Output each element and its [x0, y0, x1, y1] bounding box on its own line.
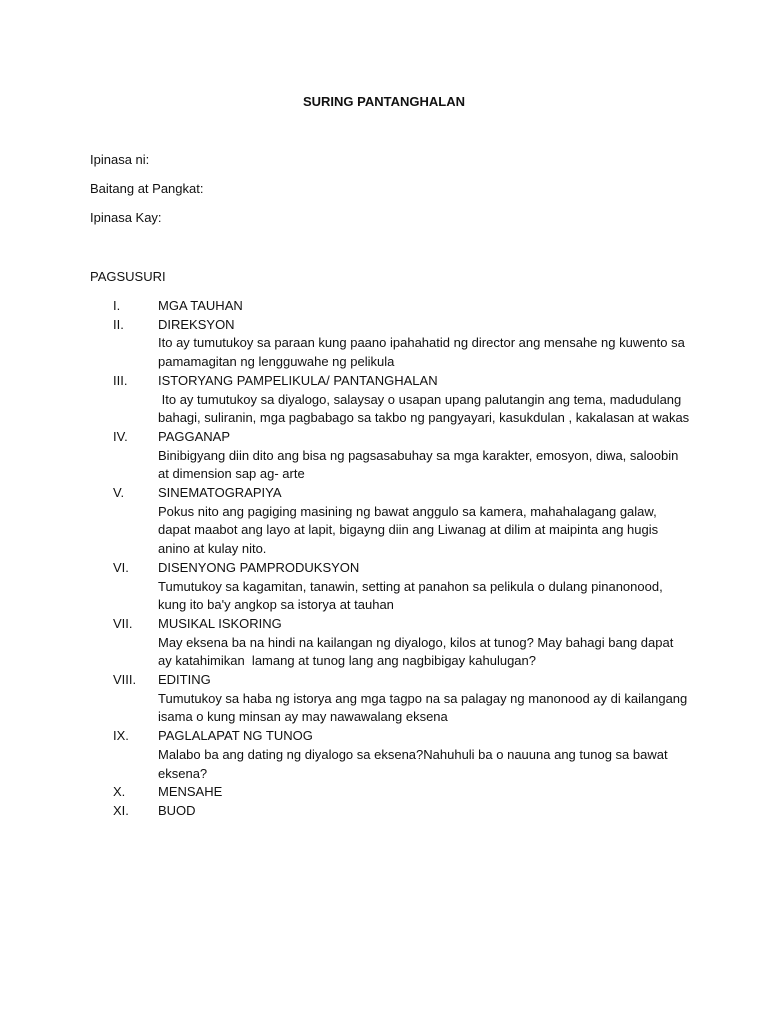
item-number: I. — [113, 298, 121, 313]
item-title: BUOD — [158, 802, 196, 818]
list-item — [90, 671, 690, 727]
document-title: SURING PANTANGHALAN — [302, 94, 465, 109]
item-number: III. — [113, 372, 128, 388]
item-number: VII. — [113, 615, 133, 631]
section-heading: PAGSUSURI — [90, 269, 166, 284]
item-title: MENSAHE — [158, 784, 223, 800]
field-ipinasa-kay: Ipinasa Kay: — [90, 210, 162, 225]
list-item — [90, 316, 690, 372]
item-number: IV. — [113, 428, 128, 444]
item-description: Ito ay tumutukoy sa paraan kung paano ipahahatid ng director ang mensahe ng kuwento sa pamamagitan ng lengguwahe ng pelikula — [158, 335, 689, 370]
item-description: Tumutukoy sa haba ng istorya ang mga tagpo na sa palagay ng manonood ay di kailangang isama o kung minsan ay may nawawalang eksena — [158, 690, 691, 725]
analysis-list — [90, 297, 690, 821]
list-item — [90, 297, 690, 316]
item-description: Binibigyang diin dito ang bisa ng pagsasabuhay sa mga karakter, emosyon, diwa, saloobin at dimension sap ag- arte — [158, 447, 682, 482]
item-number: VIII. — [113, 672, 137, 688]
item-description: Tumutukoy sa kagamitan, tanawin, setting at panahon sa pelikula o dulang pinanonood, kung ito ba'y angkop sa istorya at tauhan — [158, 578, 667, 613]
item-description: Pokus nito ang pagiging masining ng bawat anggulo sa kamera, mahahalagang galaw, dapat maabot ang layo at lapit, bigayng diin ang Liwanag at dilim at maipinta ang hugis anino at kulay nito. — [158, 503, 662, 557]
item-number: X. — [113, 784, 126, 800]
list-item — [90, 484, 690, 559]
item-title: DISENYONG PAMPRODUKSYON — [158, 559, 360, 575]
item-number: II. — [113, 316, 124, 332]
item-title: MGA TAUHAN — [158, 298, 243, 313]
item-number: IX. — [113, 728, 129, 744]
list-item — [90, 802, 690, 821]
item-description: May eksena ba na hindi na kailangan ng diyalogo, kilos at tunog? May bahagi bang dapat ay katahimikan lamang at tunog lang ang nagbibigay kahulugan? — [158, 634, 677, 669]
field-ipinasa-ni: Ipinasa ni: — [90, 152, 150, 167]
item-title: PAGGANAP — [158, 428, 231, 444]
field-baitang-at-pangkat: Baitang at Pangkat: — [90, 181, 204, 196]
list-item — [90, 372, 690, 428]
item-title: MUSIKAL ISKORING — [158, 615, 282, 631]
item-description: Malabo ba ang dating ng diyalogo sa eksena?Nahuhuli ba o nauuna ang tunog sa bawat eksena? — [158, 746, 672, 781]
item-number: V. — [113, 485, 125, 501]
list-item — [90, 559, 690, 615]
list-item — [90, 727, 690, 783]
item-title: PAGLALAPAT NG TUNOG — [158, 728, 313, 744]
list-item — [90, 615, 690, 671]
list-item — [90, 428, 690, 484]
item-title: ISTORYANG PAMPELIKULA/ PANTANGHALAN — [158, 372, 438, 388]
list-item — [90, 783, 690, 802]
item-title: DIREKSYON — [158, 316, 235, 332]
item-title: SINEMATOGRAPIYA — [158, 485, 282, 501]
item-number: XI. — [113, 802, 129, 818]
item-title: EDITING — [158, 672, 211, 688]
item-description: Ito ay tumutukoy sa diyalogo, salaysay o usapan upang palutangin ang tema, madudulang bahagi, suliranin, mga pagbabago sa takbo ng pangyayari, kasukdulan , kakalasan at wakas — [158, 391, 690, 426]
item-number: VI. — [113, 559, 129, 575]
